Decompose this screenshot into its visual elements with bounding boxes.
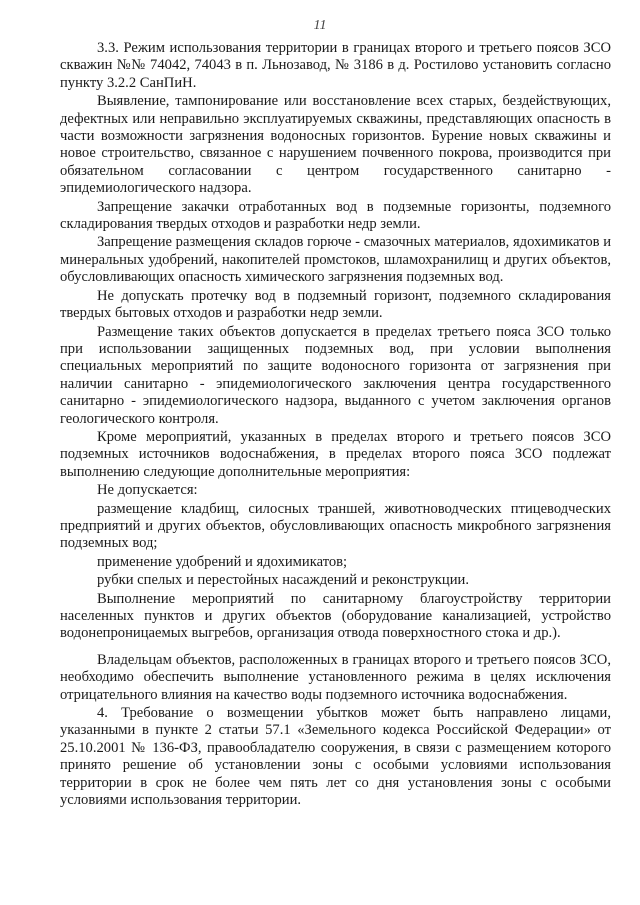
paragraph-logging-ban: рубки спелых и перестойных насаждений и реконструкции. (97, 572, 469, 589)
paragraph-4-compensation: 4. Требование о возмещении убытков может быть направлено лицами, указанными в пункте 2 статьи 57.1 «Земельного кодекса Российской Федерации» от 25.10.2001 № 136-ФЗ, правообладателю сооружения, в связи с размещением которого принято решение об установлении зоны с особыми условиями использования территории в срок не более чем пять лет со дня установления зоны с особыми условиями использования территории. (60, 705, 611, 809)
paragraph-leak-prevention: Не допускать протечку вод в подземный горизонт, подземного складирования твердых бытовых отходов и разработки недр земли. (60, 287, 611, 322)
paragraph-injection-ban: Запрещение закачки отработанных вод в подземные горизонты, подземного складирования твердых отходов и разработки недр земли. (60, 198, 611, 233)
paragraph-third-belt-placement: Размещение таких объектов допускается в пределах третьего пояса ЗСО только при использовании защищенных подземных вод, при условии выполнения специальных мероприятий по защите водоносного горизонта от загрязнения при наличии санитарно - эпидемиологического заключения центра государственного санитарно - эпидемиологического надзора, выданного с учетом заключения органов геологического контроля. (60, 323, 611, 427)
paragraph-3-3-regime: 3.3. Режим использования территории в границах второго и третьего поясов ЗСО скважин №№ 74042, 74043 в п. Льнозавод, № 3186 в д. Ростилово установить согласно пункту 3.2.2 СанПиН. (60, 40, 611, 91)
paragraph-cemeteries-ban: размещение кладбищ, силосных траншей, животноводческих птицеводческих предприятий и других объектов, обусловливающих опасность микробного загрязнения подземных вод; (60, 500, 611, 552)
page-number: 11 (313, 18, 327, 33)
paragraph-fertilizers-ban: применение удобрений и ядохимикатов; (97, 553, 348, 570)
paragraph-second-belt-measures: Кроме мероприятий, указанных в пределах второго и третьего поясов ЗСО подземных источников водоснабжения, в пределах второго пояса ЗСО подлежат выполнению следующие дополнительные мероприятия: (60, 428, 611, 480)
document-body (60, 40, 611, 810)
paragraph-wells-identification: Выявление, тампонирование или восстановление всех старых, бездействующих, дефектных или неправильно эксплуатируемых скважины, представляющих опасность в части возможности загрязнения водоносных горизонтов. Бурение новых скважины и новое строительство, связанное с нарушением почвенного покрова, производится при обязательном согласовании с центром государственного санитарно - эпидемиологического надзора. (60, 93, 611, 197)
paragraph-not-allowed: Не допускается: (97, 482, 198, 499)
paragraph-sanitary-improvement: Выполнение мероприятий по санитарному благоустройству территории населенных пунктов и других объектов (оборудование канализацией, устройство водонепроницаемых выгребов, организация отвода поверхностного стока и др.). (60, 590, 611, 642)
paragraph-storage-ban: Запрещение размещения складов горюче - смазочных материалов, ядохимикатов и минеральных удобрений, накопителей промстоков, шламохранилищ и других объектов, обусловливающих опасность химического загрязнения подземных вод. (60, 234, 611, 286)
paragraph-owners-obligation: Владельцам объектов, расположенных в границах второго и третьего поясов ЗСО, необходимо обеспечить выполнение установленного режима в целях исключения отрицательного влияния на качество воды подземного источника водоснабжения. (60, 651, 611, 703)
